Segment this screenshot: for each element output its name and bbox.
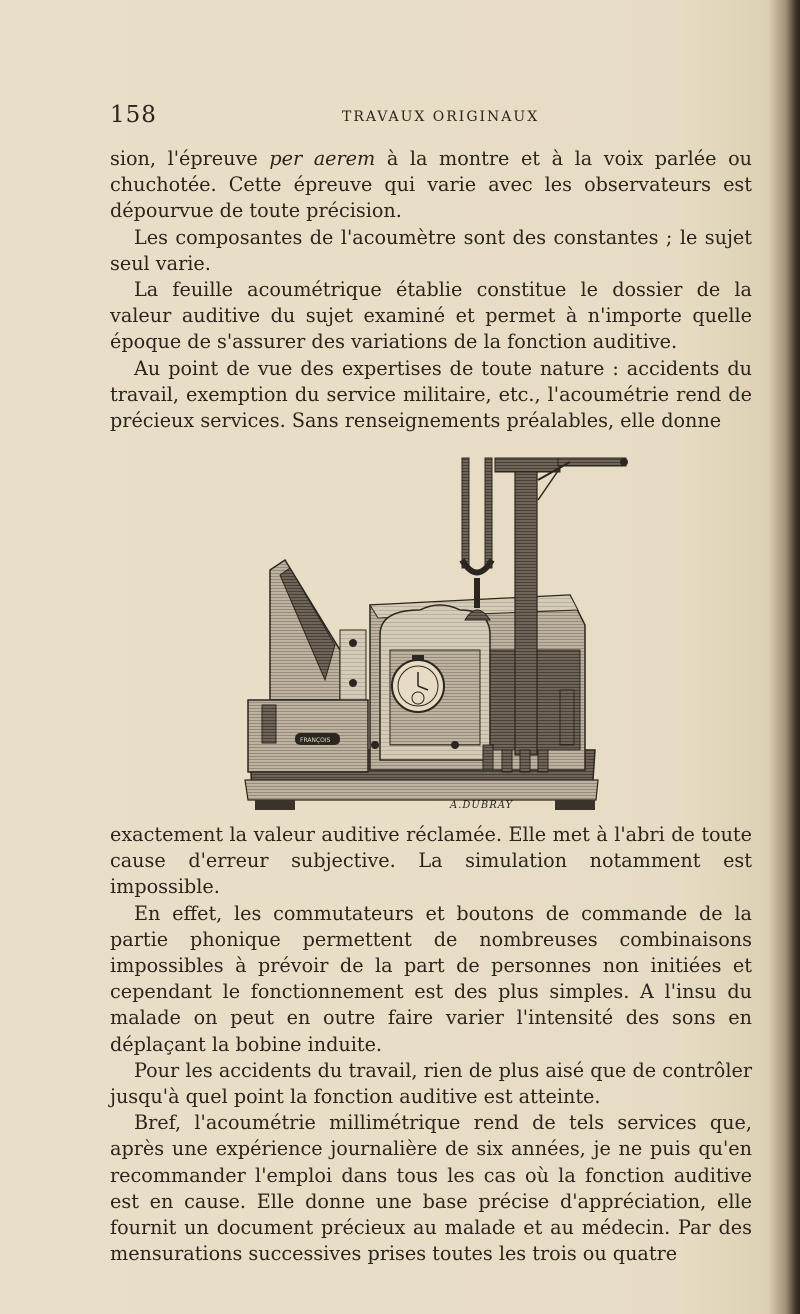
- acoumeter-illustration: [240, 450, 640, 815]
- paragraph: exactement la valeur auditive réclamée. Elle met à l'abri de toute cause d'erreur subjective. La simulation notamment est impossible.: [110, 823, 752, 899]
- paragraph: En effet, les commutateurs et boutons de commande de la partie phonique permettent de nombreuses combinaisons impossibles à prévoir de la part de personnes non initiées et cependant le fonctionnement est des plus simples. A l'insu du malade on peut en outre faire varier l'intensité des sons en déplaçant la bobine induite.: [110, 901, 752, 1056]
- acoumeter-engraving: [240, 450, 640, 815]
- page-header: [110, 102, 730, 132]
- text-run: à la montre et à la voix parlée ou chuchotée. Cette épreuve qui varie avec les observateurs est dépourvue de toute précision.: [110, 147, 752, 223]
- tuning-fork: [462, 458, 492, 620]
- left-plinth: [248, 700, 368, 772]
- clock-panel: [371, 605, 490, 760]
- paragraph: [110, 146, 752, 225]
- engraver-signature: A.DUBRAY: [450, 800, 514, 811]
- italic-term: per aerem: [269, 147, 376, 170]
- page-number: 158: [110, 102, 157, 128]
- brand-plate: FRANÇOIS: [300, 737, 331, 744]
- running-head: TRAVAUX ORIGINAUX: [342, 109, 540, 125]
- body-text-bottom: [110, 822, 752, 1267]
- paragraph: Les composantes de l'acoumètre sont des constantes ; le sujet seul varie.: [110, 225, 752, 275]
- paragraph: Bref, l'acoumétrie millimétrique rend de tels services que, après une expérience journalière de six années, je ne puis qu'en recommander l'emploi dans tous les cas où la fonction auditive est en cause. Elle donne une base précise d'appréciation, elle fournit un document précieux au malade et au médecin. Par des mensurations successives prises toutes les trois ou quatre: [110, 1111, 752, 1266]
- paragraph: Au point de vue des expertises de toute nature : accidents du travail, exemption du service militaire, etc., l'acoumétrie rend de précieux services. Sans renseignements préalables, elle donne: [110, 356, 752, 433]
- paragraph: Pour les accidents du travail, rien de plus aisé que de contrôler jusqu'à quel point la fonction auditive est atteinte.: [110, 1058, 752, 1109]
- paragraph: La feuille acoumétrique établie constitue le dossier de la valeur auditive du sujet examiné et permet à n'importe quelle époque de s'assurer des variations de la fonction auditive.: [110, 278, 752, 354]
- text-run: sion, l'épreuve: [110, 147, 270, 170]
- sloped-box: [270, 560, 366, 700]
- body-text-top: [110, 146, 752, 434]
- binding-shadow: [786, 0, 800, 1314]
